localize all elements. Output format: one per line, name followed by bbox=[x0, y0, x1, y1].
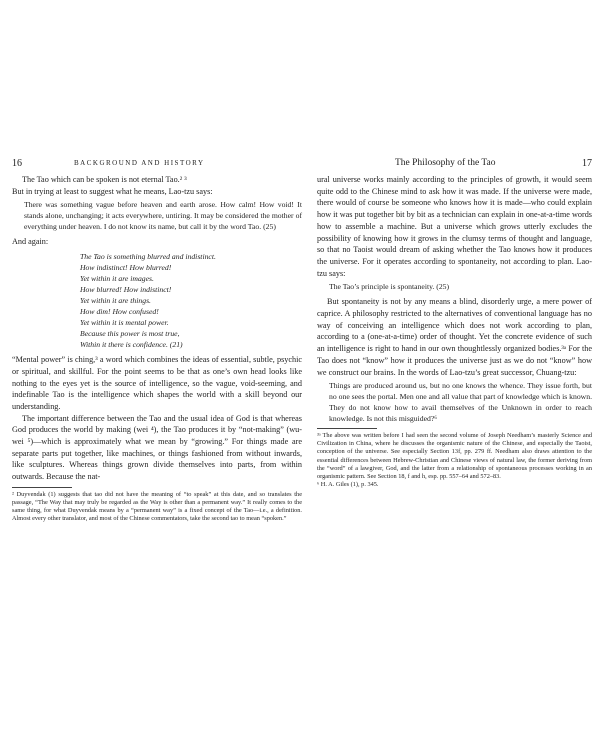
running-head: The Philosophy of the Tao bbox=[395, 158, 496, 168]
epigraph: The Tao which can be spoken is not eternal Tao.² ³ bbox=[22, 175, 187, 184]
poem-line: How blurred! How indistinct! bbox=[80, 285, 172, 295]
block-quote: There was something vague before heaven and earth arose. How calm! How void! It stands alone, unchanging; it acts everywhere, untiring. It may be considered the mother of everything under heaven. I do not know its name, but call it by the word Tao. (25) bbox=[24, 200, 302, 232]
poem-line: How dim! How confused! bbox=[80, 307, 159, 317]
footnote: ² Duyvendak (1) suggests that tao did not have the meaning of “to speak” at this date, and so translates the passage, “The Way that may truly be regarded as the Way is other than a permanent way.” It really comes to the same thing, for what Duyvendak means by a “permanent way” is a fixed concept of the Tao—i.e., a definition. Almost every other translator, and most of the Chinese commentators, take the second tao to mean “spoken.” bbox=[12, 490, 302, 523]
poem-line: Because this power is most true, bbox=[80, 329, 180, 339]
poem-line: Yet within it is mental power. bbox=[80, 318, 169, 328]
paragraph: The important difference between the Tao and the usual idea of God is that whereas God produces the world by making (wei ⁴), the Tao produces it by “not-making” (wu-wei ⁵)—which is approximately what we mean by “growing.” For things made are separate parts put together, like machines, or things fashioned from without inwards, like sculptures. Whereas things grown divide themselves into parts, from within outwards. Because the nat- bbox=[12, 413, 302, 482]
page-number: 17 bbox=[582, 158, 592, 169]
footnote-rule bbox=[317, 428, 377, 429]
left-page-header bbox=[12, 158, 302, 174]
paragraph: And again: bbox=[12, 237, 49, 247]
footnote: ³ᵃ The above was written before I had seen the second volume of Joseph Needham’s masterly Science and Civilization in China, where he discusses the organismic nature of the Chinese, and especially the Taoist, conception of the universe. See especially Section 13f, pp. 279 ff. Needham also draws attention to the essential differences between Hebrew-Christian and Chinese views of natural law, the former deriving from the “word” of a lawgiver, God, and the latter from a relationship of spontaneous processes working in an organismic pattern. See Section 18, f and h, esp. pp. 557–64 and 572–83. bbox=[317, 432, 592, 480]
right-page bbox=[317, 158, 592, 489]
poem-line: How indistinct! How blurred! bbox=[80, 263, 172, 273]
block-quote: Things are produced around us, but no one knows the whence. They issue forth, but no one sees the portal. Men one and all value that part of knowledge which is known. They do not know how to avail themselves of the Unknown in order to reach knowledge. Is not this misguided?⁶ bbox=[329, 381, 592, 424]
block-quote: The Tao’s principle is spontaneity. (25) bbox=[329, 282, 450, 292]
paragraph: “Mental power” is ching,³ a word which combines the ideas of essential, subtle, psychic or spiritual, and skillful. For the point seems to be that as one’s own head looks like nothing to the eyes yet is the source of intelligence, so the vague, void-seeming, and indefinable Tao is the intelligence which shapes the world with a skill beyond our understanding. bbox=[12, 355, 302, 411]
poem-line: Within it there is confidence. (21) bbox=[80, 340, 183, 350]
poem-line: Yet within it are things. bbox=[80, 296, 151, 306]
left-page bbox=[12, 158, 302, 523]
footnote-rule bbox=[12, 487, 72, 488]
poem-line: The Tao is something blurred and indistinct. bbox=[80, 252, 216, 262]
paragraph: But in trying at least to suggest what he means, Lao-tzu says: bbox=[12, 186, 213, 196]
paragraph: ural universe works mainly according to the principles of growth, it would seem quite odd to the Chinese mind to ask how it was made. If the universe were made, there would of course be someone who knows how it is made—who could explain how it was put together bit by bit as a technician can explain in one-at-a-time words how to assemble a machine. But a universe which grows utterly excludes the possibility of knowing how it grows in the clumsy terms of thought and language, so that no Taoist would dream of asking whether the Tao knows how it produces the universe. For it operates according to spontaneity, not according to plan. Lao-tzu says: bbox=[317, 175, 592, 278]
right-page-header bbox=[317, 158, 592, 174]
paragraph: But spontaneity is not by any means a blind, disorderly urge, a mere power of caprice. A philosophy restricted to the alternatives of conventional language has no way of conceiving an intelligence which does not work according to plan, according to a (one-at-a-time) order of thought. Yet the concrete evidence of such an intelligence is right to hand in our own thoughtlessly organized bodies.³ᵃ For the Tao does not “know” how it produces the universe just as we do not “know” how we construct our brains. In the words of Lao-tzu’s great successor, Chuang-tzu: bbox=[317, 297, 592, 377]
footnote: ⁶ H. A. Giles (1), p. 345. bbox=[317, 480, 379, 488]
running-head: BACKGROUND AND HISTORY bbox=[74, 159, 205, 167]
poem-line: Yet within it are images. bbox=[80, 274, 154, 284]
poem bbox=[80, 251, 302, 350]
page-number: 16 bbox=[12, 158, 22, 169]
